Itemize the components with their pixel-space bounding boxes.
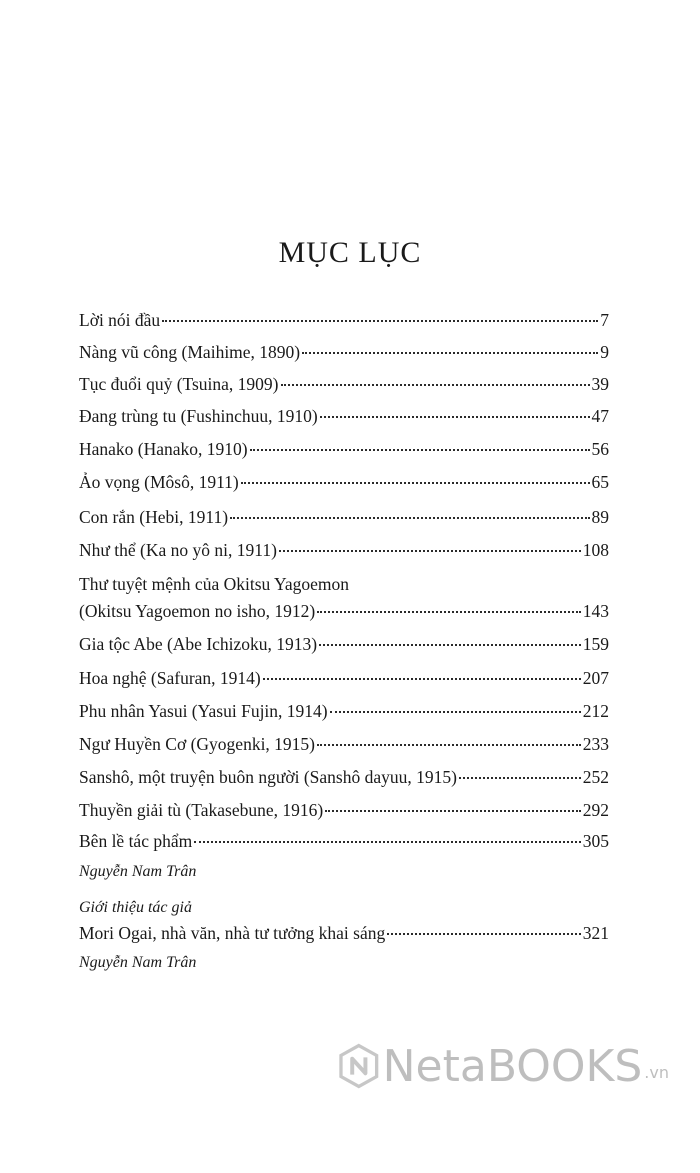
watermark-logo [339, 1030, 669, 1102]
entry-page: 9 [600, 342, 609, 362]
toc-entry [79, 506, 609, 528]
leader-dots [320, 415, 590, 418]
entry-page: 233 [582, 734, 609, 754]
toc-entry [79, 373, 609, 395]
leader-dots [319, 643, 581, 646]
leader-dots [241, 481, 590, 484]
author-credit: Nguyễn Nam Trân [79, 863, 197, 880]
netabooks-logo-icon [339, 1033, 379, 1099]
leader-dots [194, 840, 581, 843]
entry-title: Hoa nghệ (Safuran, 1914) [79, 668, 261, 688]
leader-dots [387, 932, 581, 935]
watermark-brand: NetaBOOKS [382, 1040, 643, 1092]
author-credit: Nguyễn Nam Trân [79, 954, 197, 971]
leader-dots [302, 351, 598, 354]
toc-entry [79, 733, 609, 755]
leader-dots [325, 809, 581, 812]
entry-title: Sanshô, một truyện buôn người (Sanshô dayuu, 1915) [79, 767, 457, 787]
entry-title: Thuyền giải tù (Takasebune, 1916) [79, 800, 324, 820]
entry-title: Đang trùng tu (Fushinchuu, 1910) [79, 406, 318, 426]
leader-dots [279, 549, 581, 552]
entry-page: 89 [591, 507, 609, 527]
entry-title: Con rắn (Hebi, 1911) [79, 507, 229, 527]
entry-title: Hanako (Hanako, 1910) [79, 439, 248, 459]
entry-page: 143 [582, 601, 609, 621]
toc-entry [79, 438, 609, 460]
entry-page: 252 [582, 767, 609, 787]
toc-entry [79, 471, 609, 493]
entry-page: 212 [582, 701, 609, 721]
entry-page: 321 [582, 923, 609, 943]
toc-entry [79, 633, 609, 655]
toc-entry [79, 600, 609, 622]
leader-dots [330, 710, 581, 713]
entry-page: 207 [582, 668, 609, 688]
entry-page: 305 [582, 831, 609, 851]
toc-entry [79, 405, 609, 427]
entry-page: 159 [582, 634, 609, 654]
entry-title: Như thể (Ka no yô ni, 1911) [79, 540, 277, 560]
entry-title: Bên lề tác phẩm [79, 831, 193, 851]
entry-page: 56 [591, 439, 609, 459]
entry-title: Ảo vọng (Môsô, 1911) [79, 472, 239, 492]
toc-entry [79, 799, 609, 821]
entry-title: (Okitsu Yagoemon no isho, 1912) [79, 601, 316, 621]
entry-page: 39 [591, 374, 609, 394]
toc-entry [79, 341, 609, 363]
entry-page: 108 [582, 540, 609, 560]
leader-dots [230, 516, 589, 519]
toc-entry [79, 922, 609, 944]
entry-title: Phu nhân Yasui (Yasui Fujin, 1914) [79, 701, 328, 721]
entry-page: 7 [600, 310, 609, 330]
entry-page: 65 [591, 472, 609, 492]
leader-dots [162, 319, 598, 322]
leader-dots [250, 448, 590, 451]
toc-entry [79, 667, 609, 689]
toc-entry [79, 309, 609, 331]
leader-dots [317, 610, 580, 613]
toc-entry-title-line: Thư tuyệt mệnh của Okitsu Yagoemon [79, 574, 350, 594]
section-label: Giới thiệu tác giả [79, 899, 192, 916]
watermark-suffix: .vn [644, 1063, 669, 1082]
entry-title: Nàng vũ công (Maihime, 1890) [79, 342, 301, 362]
leader-dots [317, 743, 581, 746]
entry-title: Ngư Huyền Cơ (Gyogenki, 1915) [79, 734, 316, 754]
leader-dots [263, 677, 581, 680]
toc-entry [79, 766, 609, 788]
toc-entry [79, 700, 609, 722]
entry-page: 292 [582, 800, 609, 820]
leader-dots [459, 776, 581, 779]
entry-title: Lời nói đầu [79, 310, 161, 330]
leader-dots [281, 383, 590, 386]
entry-title: Tục đuổi quỷ (Tsuina, 1909) [79, 374, 279, 394]
entry-title: Gia tộc Abe (Abe Ichizoku, 1913) [79, 634, 318, 654]
toc-entry [79, 830, 609, 852]
entry-page: 47 [591, 406, 609, 426]
page-title: MỤC LỤC [278, 236, 422, 269]
toc-entry [79, 539, 609, 561]
entry-title: Mori Ogai, nhà văn, nhà tư tưởng khai sáng [79, 923, 386, 943]
